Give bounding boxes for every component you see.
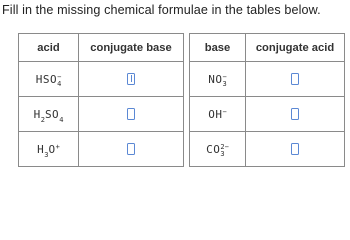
formula-indices [223,109,227,123]
conjugate-base-answer-box[interactable] [127,108,135,120]
formula-element: NO [208,73,223,86]
conjugate-base-answer-box[interactable] [127,143,135,155]
formula-charge: − [222,108,227,116]
header-row [190,34,345,62]
header-row [19,34,184,62]
formula-subscript: 3 [220,150,225,158]
conjugate-base-cell [79,132,184,167]
formula-element: OH [208,108,223,121]
base-conjugate-acid-table [189,33,345,167]
acid-formula [36,73,62,87]
formula-charge: − [222,73,227,81]
formula-indices [56,144,60,158]
header-base: base [190,34,246,62]
conjugate-acid-answer-box[interactable] [291,143,299,155]
header-acid: acid [19,34,79,62]
conjugate-base-cell [79,97,184,132]
formula-indices [223,74,227,88]
formula-element: CO [206,143,221,156]
acid-cell [19,132,79,167]
conjugate-acid-answer-box[interactable] [291,73,299,85]
formula-subscript: 4 [57,80,62,88]
formula-charge: − [57,73,62,81]
table-row [19,132,184,167]
base-formula [208,108,226,122]
acid-cell [19,97,79,132]
conjugate-acid-cell [246,132,345,167]
base-formula [208,73,226,87]
instruction-text: Fill in the missing chemical formulae in the tables below. [2,3,321,17]
header-conjugate-acid: conjugate acid [246,34,345,62]
formula-subscript: 4 [59,116,64,124]
formula-charge: 2− [220,143,229,151]
acid-formula [33,108,64,124]
formula-subscript-empty [56,151,60,158]
conjugate-acid-cell [246,97,345,132]
formula-subscript-empty [223,116,227,123]
formula-element: H [37,143,45,156]
header-conjugate-base: conjugate base [79,34,184,62]
formula-subscript: 3 [44,151,49,159]
formula-element: SO [44,108,60,121]
table-row [190,132,345,167]
table-row [19,62,184,97]
formula-charge: + [55,143,60,151]
formula-subscript: 2 [40,116,45,124]
acid-formula [37,143,60,157]
base-cell [190,97,246,132]
table-row [190,97,345,132]
conjugate-base-answer-box[interactable] [127,73,135,85]
formula-element: O [48,143,56,156]
conjugate-acid-cell [246,62,345,97]
formula-element: HSO [35,73,58,86]
table-row [190,62,345,97]
conjugate-base-cell [79,62,184,97]
conjugate-acid-answer-box[interactable] [291,108,299,120]
formula-indices [57,74,61,88]
formula-subscript: 3 [222,80,227,88]
acid-cell [19,62,79,97]
formula-element: H [33,108,41,121]
formula-indices [220,144,228,158]
base-cell [190,132,246,167]
base-cell [190,62,246,97]
table-row [19,97,184,132]
base-formula [206,143,229,157]
acid-conjugate-base-table [18,33,184,167]
